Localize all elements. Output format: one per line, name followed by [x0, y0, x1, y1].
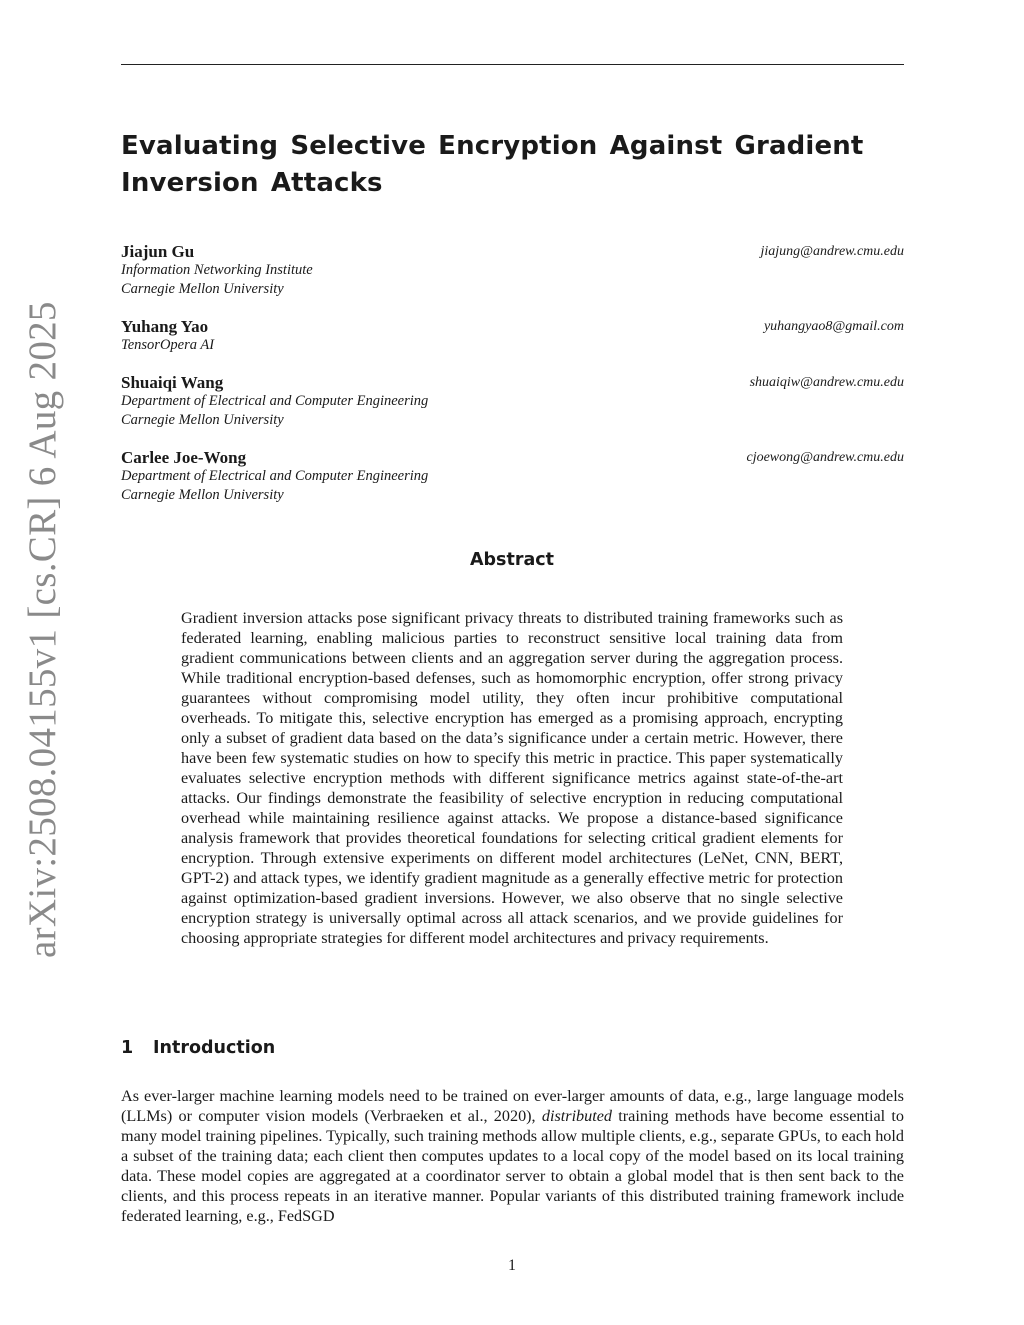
author-block	[121, 373, 904, 430]
author-email[interactable]: yuhangyao8@gmail.com	[763, 319, 904, 334]
paper-title: Evaluating Selective Encryption Against Gradient Inversion Attacks	[121, 131, 864, 198]
page-number: 1	[508, 1257, 516, 1274]
section-number: 1	[121, 1038, 134, 1058]
author-name: Shuaiqi Wang	[121, 373, 224, 392]
author-affiliation: Information Networking Institute	[121, 262, 313, 278]
author-affiliation: Carnegie Mellon University	[121, 281, 284, 297]
section-heading	[121, 1038, 275, 1058]
intro-text-start: As ever-larger machine learning models need to be trained on ever-larger amounts of data, e.g., large language models (LLMs) or computer vision models (Verbraeken et al., 2020),	[121, 1087, 904, 1125]
author-name: Jiajun Gu	[121, 242, 195, 261]
arxiv-identifier[interactable]: arXiv:2508.04155v1 [cs.CR] 6 Aug 2025	[21, 301, 64, 958]
abstract-text: Gradient inversion attacks pose significant privacy threats to distributed training frameworks such as federated learning, enabling malicious parties to reconstruct sensitive local training data from gradient communications between clients and an aggregation server during the aggregation process. While traditional encryption-based defenses, such as homomorphic encryption, offer strong privacy guarantees without compromising model utility, they often incur prohibitive computational overheads. To mitigate this, selective encryption has emerged as a promising approach, encrypting only a subset of gradient data based on the data’s significance under a certain metric. However, there have been few systematic studies on how to specify this metric in practice. This paper systematically evaluates selective encryption methods with different significance metrics against state-of-the-art attacks. Our findings demonstrate the feasibility of selective encryption in reducing computational overhead while maintaining resilience against attacks. We propose a distance-based significance analysis framework that provides theoretical foundations for selecting critical gradient elements for encryption. Through extensive experiments on different model architectures (LeNet, CNN, BERT, GPT-2) and attack types, we identify gradient magnitude as a generally effective metric for protection against optimization-based gradient inversions. However, we also observe that no single selective encryption strategy is universally optimal across all attack scenarios, and we provide guidelines for choosing appropriate strategies for different model architectures and privacy requirements.	[181, 609, 843, 947]
abstract-heading: Abstract	[469, 550, 555, 570]
author-name: Carlee Joe-Wong	[121, 448, 247, 467]
header-rule	[121, 64, 904, 65]
section-title: Introduction	[153, 1038, 276, 1058]
author-affiliation: Department of Electrical and Computer Engineering	[121, 393, 429, 409]
author-affiliation: Department of Electrical and Computer Engineering	[121, 468, 429, 484]
author-affiliation: Carnegie Mellon University	[121, 487, 284, 503]
author-name: Yuhang Yao	[121, 317, 209, 336]
author-email[interactable]: shuaiqiw@andrew.cmu.edu	[749, 375, 904, 390]
author-email[interactable]: cjoewong@andrew.cmu.edu	[746, 450, 904, 465]
intro-text-end: training methods have become essential to many model training pipelines. Typically, such training methods allow multiple clients, e.g., separate GPUs, to each hold a subset of the training data; each client then computes updates to a local copy of the model based on its local training data. These model copies are aggregated at a coordinator server to obtain a global model that is then sent back to the clients, and this process repeats in an iterative manner. Popular variants of this distributed training framework include federated learning, e.g., FedSGD	[121, 1107, 904, 1225]
author-email[interactable]: jiajung@andrew.cmu.edu	[760, 244, 904, 259]
intro-emphasis: distributed	[541, 1107, 613, 1125]
author-block	[121, 317, 904, 355]
author-affiliation: Carnegie Mellon University	[121, 412, 284, 428]
author-affiliation: TensorOpera AI	[121, 337, 215, 353]
author-block	[121, 448, 904, 505]
author-block	[121, 242, 904, 299]
introduction-paragraph	[121, 1086, 904, 1226]
